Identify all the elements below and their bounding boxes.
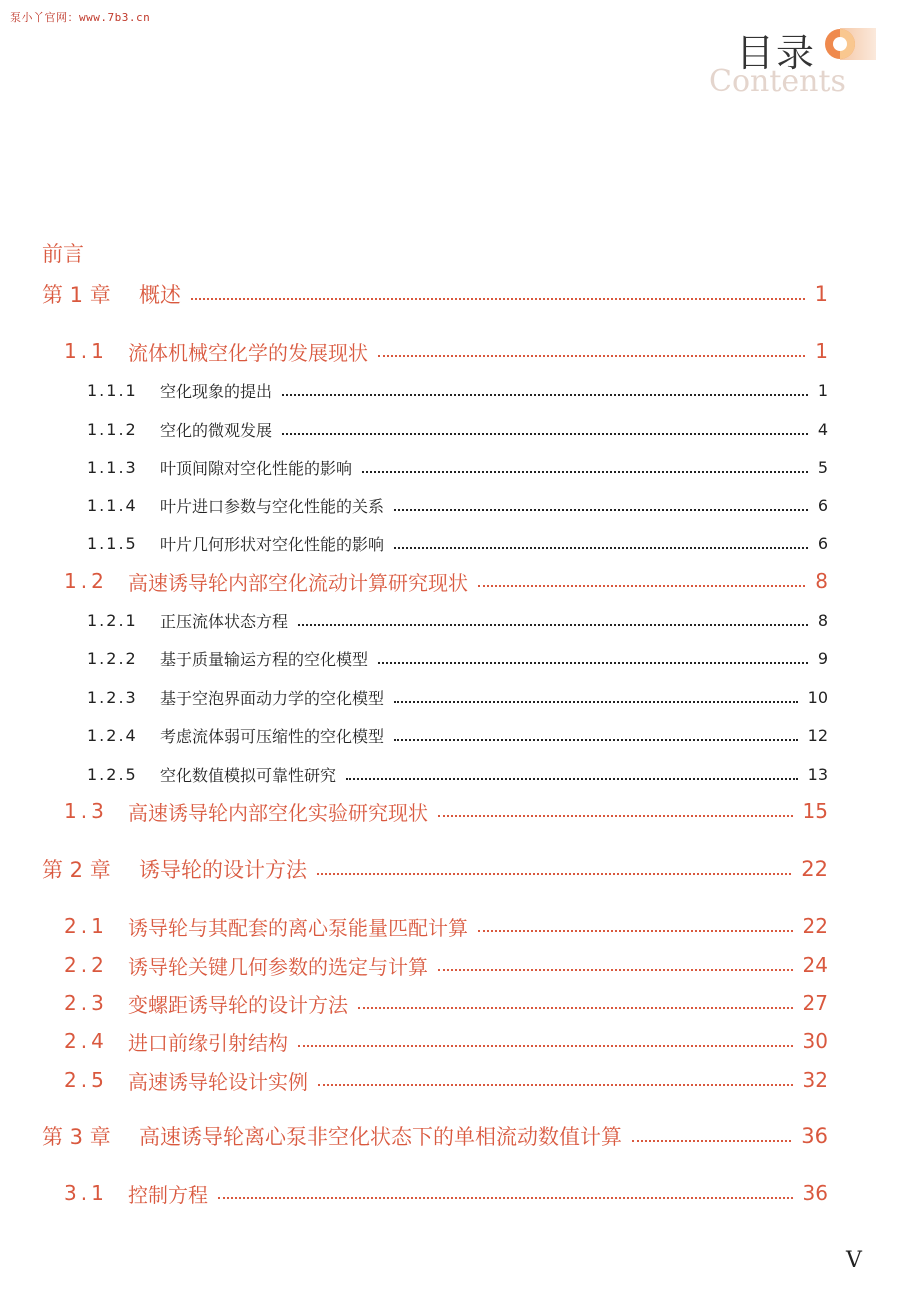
toc-entry-page: 6 [817,495,828,515]
toc-dot-leader [394,509,808,511]
toc-dot-leader [282,433,808,435]
toc-entry-title: 叶片几何形状对空化性能的影响 [160,534,385,554]
toc-entry-page: 22 [802,914,828,938]
toc-entry-title: 考虑流体弱可压缩性的空化模型 [160,726,385,746]
toc-dot-leader [298,624,808,626]
toc-entry[interactable] [0,276,912,312]
toc-dot-leader [394,547,808,549]
toc-entry-page: 6 [817,533,828,553]
toc-entry[interactable] [0,449,912,485]
toc-dot-leader [378,662,808,664]
toc-entry[interactable] [0,908,912,944]
toc-entry[interactable] [0,985,912,1021]
toc-entry-page: 9 [817,648,828,668]
toc-entry-page: 12 [807,725,828,745]
toc-entry[interactable] [0,947,912,983]
toc-entry[interactable] [0,640,912,676]
toc-entry-page: 32 [802,1068,828,1092]
toc-entry-number: 1.2 [64,569,108,593]
toc-dot-leader [318,1084,793,1086]
toc-entry-number: 1.1 [64,339,108,363]
toc-entry[interactable] [0,793,912,829]
toc-dot-leader [346,778,798,780]
toc-entry-number: 2.4 [64,1029,108,1053]
toc-dot-leader [317,873,791,875]
toc-entry-number: 1.2.3 [87,687,138,707]
toc-entry-title: 诱导轮的设计方法 [139,858,307,882]
toc-entry-number: 第 3 章 [42,1125,111,1149]
toc-entry-title: 基于空泡界面动力学的空化模型 [160,688,385,708]
toc-entry-title: 高速诱导轮设计实例 [128,1069,308,1094]
toc-dot-leader [394,701,798,703]
toc-entry-page: 15 [802,799,828,823]
toc-entry-page: 24 [802,953,828,977]
toc-entry-title: 诱导轮关键几何参数的选定与计算 [128,954,428,979]
toc-entry-title: 控制方程 [128,1182,208,1207]
toc-entry-page: 4 [817,419,828,439]
page-subtitle: Contents [709,64,846,99]
toc-entry-number: 1.1.5 [87,533,138,553]
toc-entry[interactable] [0,756,912,792]
toc-entry[interactable] [0,1175,912,1211]
toc-entry-number: 第 1 章 [42,283,111,307]
toc-entry-title: 高速诱导轮离心泵非空化状态下的单相流动数值计算 [139,1125,622,1149]
toc-entry-title: 诱导轮与其配套的离心泵能量匹配计算 [128,915,468,940]
toc-dot-leader [394,739,798,741]
toc-dot-leader [632,1140,791,1142]
toc-entry-title: 叶顶间隙对空化性能的影响 [160,458,353,478]
toc-entry-page: 5 [817,457,828,477]
toc-entry-number: 1.3 [64,799,108,823]
toc-dot-leader [438,815,793,817]
toc-entry[interactable] [0,487,912,523]
toc-entry[interactable] [0,372,912,408]
toc-entry-title: 流体机械空化学的发展现状 [128,340,368,365]
toc-entry-title: 高速诱导轮内部空化实验研究现状 [128,800,428,825]
watermark-text: 泵小丫官网：www.7b3.cn [10,11,151,24]
toc-entry[interactable] [0,411,912,447]
toc-entry-number: 2.5 [64,1068,108,1092]
toc-entry[interactable] [0,333,912,369]
toc-entry-number: 1.1.1 [87,380,138,400]
toc-dot-leader [191,298,805,300]
toc-dot-leader [378,355,805,357]
toc-dot-leader [478,930,793,932]
toc-entry-number: 1.1.4 [87,495,138,515]
toc-entry-page: 8 [815,569,828,593]
toc-entry-number: 2.2 [64,953,108,977]
toc-entry-title: 正压流体状态方程 [160,611,289,631]
toc-entry-number: 2.3 [64,991,108,1015]
toc-entry[interactable] [0,602,912,638]
toc-entry-page: 13 [807,764,828,784]
toc-entry-page: 36 [802,1181,828,1205]
toc-entry-page: 36 [801,1124,828,1148]
toc-dot-leader [298,1045,793,1047]
toc-dot-leader [478,585,805,587]
toc-entry-number: 1.1.2 [87,419,138,439]
toc-entry[interactable] [0,563,912,599]
toc-entry[interactable] [0,1118,912,1154]
toc-entry-page: 27 [802,991,828,1015]
toc-entry[interactable] [0,679,912,715]
toc-entry-number: 2.1 [64,914,108,938]
toc-entry-number: 第 2 章 [42,858,111,882]
toc-entry[interactable] [0,1062,912,1098]
toc-entry-page: 1 [814,282,828,306]
toc-entry-page: 22 [801,857,828,881]
toc-entry-number: 1.2.4 [87,725,138,745]
toc-entry-page: 10 [807,687,828,707]
toc-entry-title: 空化数值模拟可靠性研究 [160,765,337,785]
page-number: V [846,1248,862,1273]
toc-entry-page: 8 [817,610,828,630]
half-circle-ornament-icon [822,26,876,62]
page-title: 目录 [736,31,817,75]
toc-entry-title: 变螺距诱导轮的设计方法 [128,992,348,1017]
toc-dot-leader [218,1197,793,1199]
toc-entry-title: 空化的微观发展 [160,420,273,440]
toc-entry-title: 高速诱导轮内部空化流动计算研究现状 [128,570,468,595]
toc-dot-leader [358,1007,793,1009]
toc-dot-leader [438,969,793,971]
toc-entry-page: 1 [817,380,828,400]
toc-entry-page: 30 [802,1029,828,1053]
toc-entry-number: 3.1 [64,1181,108,1205]
toc-entry[interactable] [0,851,912,887]
toc-entry-title: 进口前缘引射结构 [128,1030,288,1055]
toc-entry-number: 1.1.3 [87,457,138,477]
toc-entry-title: 基于质量输运方程的空化模型 [160,649,369,669]
toc-preface[interactable]: 前言 [42,242,84,266]
toc-entry-title: 概述 [139,283,181,307]
toc-dot-leader [362,471,808,473]
toc-entry-title: 叶片进口参数与空化性能的关系 [160,496,385,516]
toc-dot-leader [282,394,808,396]
toc-entry[interactable] [0,1023,912,1059]
toc-entry-title: 空化现象的提出 [160,381,273,401]
toc-entry-number: 1.2.1 [87,610,138,630]
toc-entry[interactable] [0,717,912,753]
toc-entry-page: 1 [815,339,828,363]
toc-entry-number: 1.2.5 [87,764,138,784]
toc-entry-number: 1.2.2 [87,648,138,668]
toc-entry[interactable] [0,525,912,561]
